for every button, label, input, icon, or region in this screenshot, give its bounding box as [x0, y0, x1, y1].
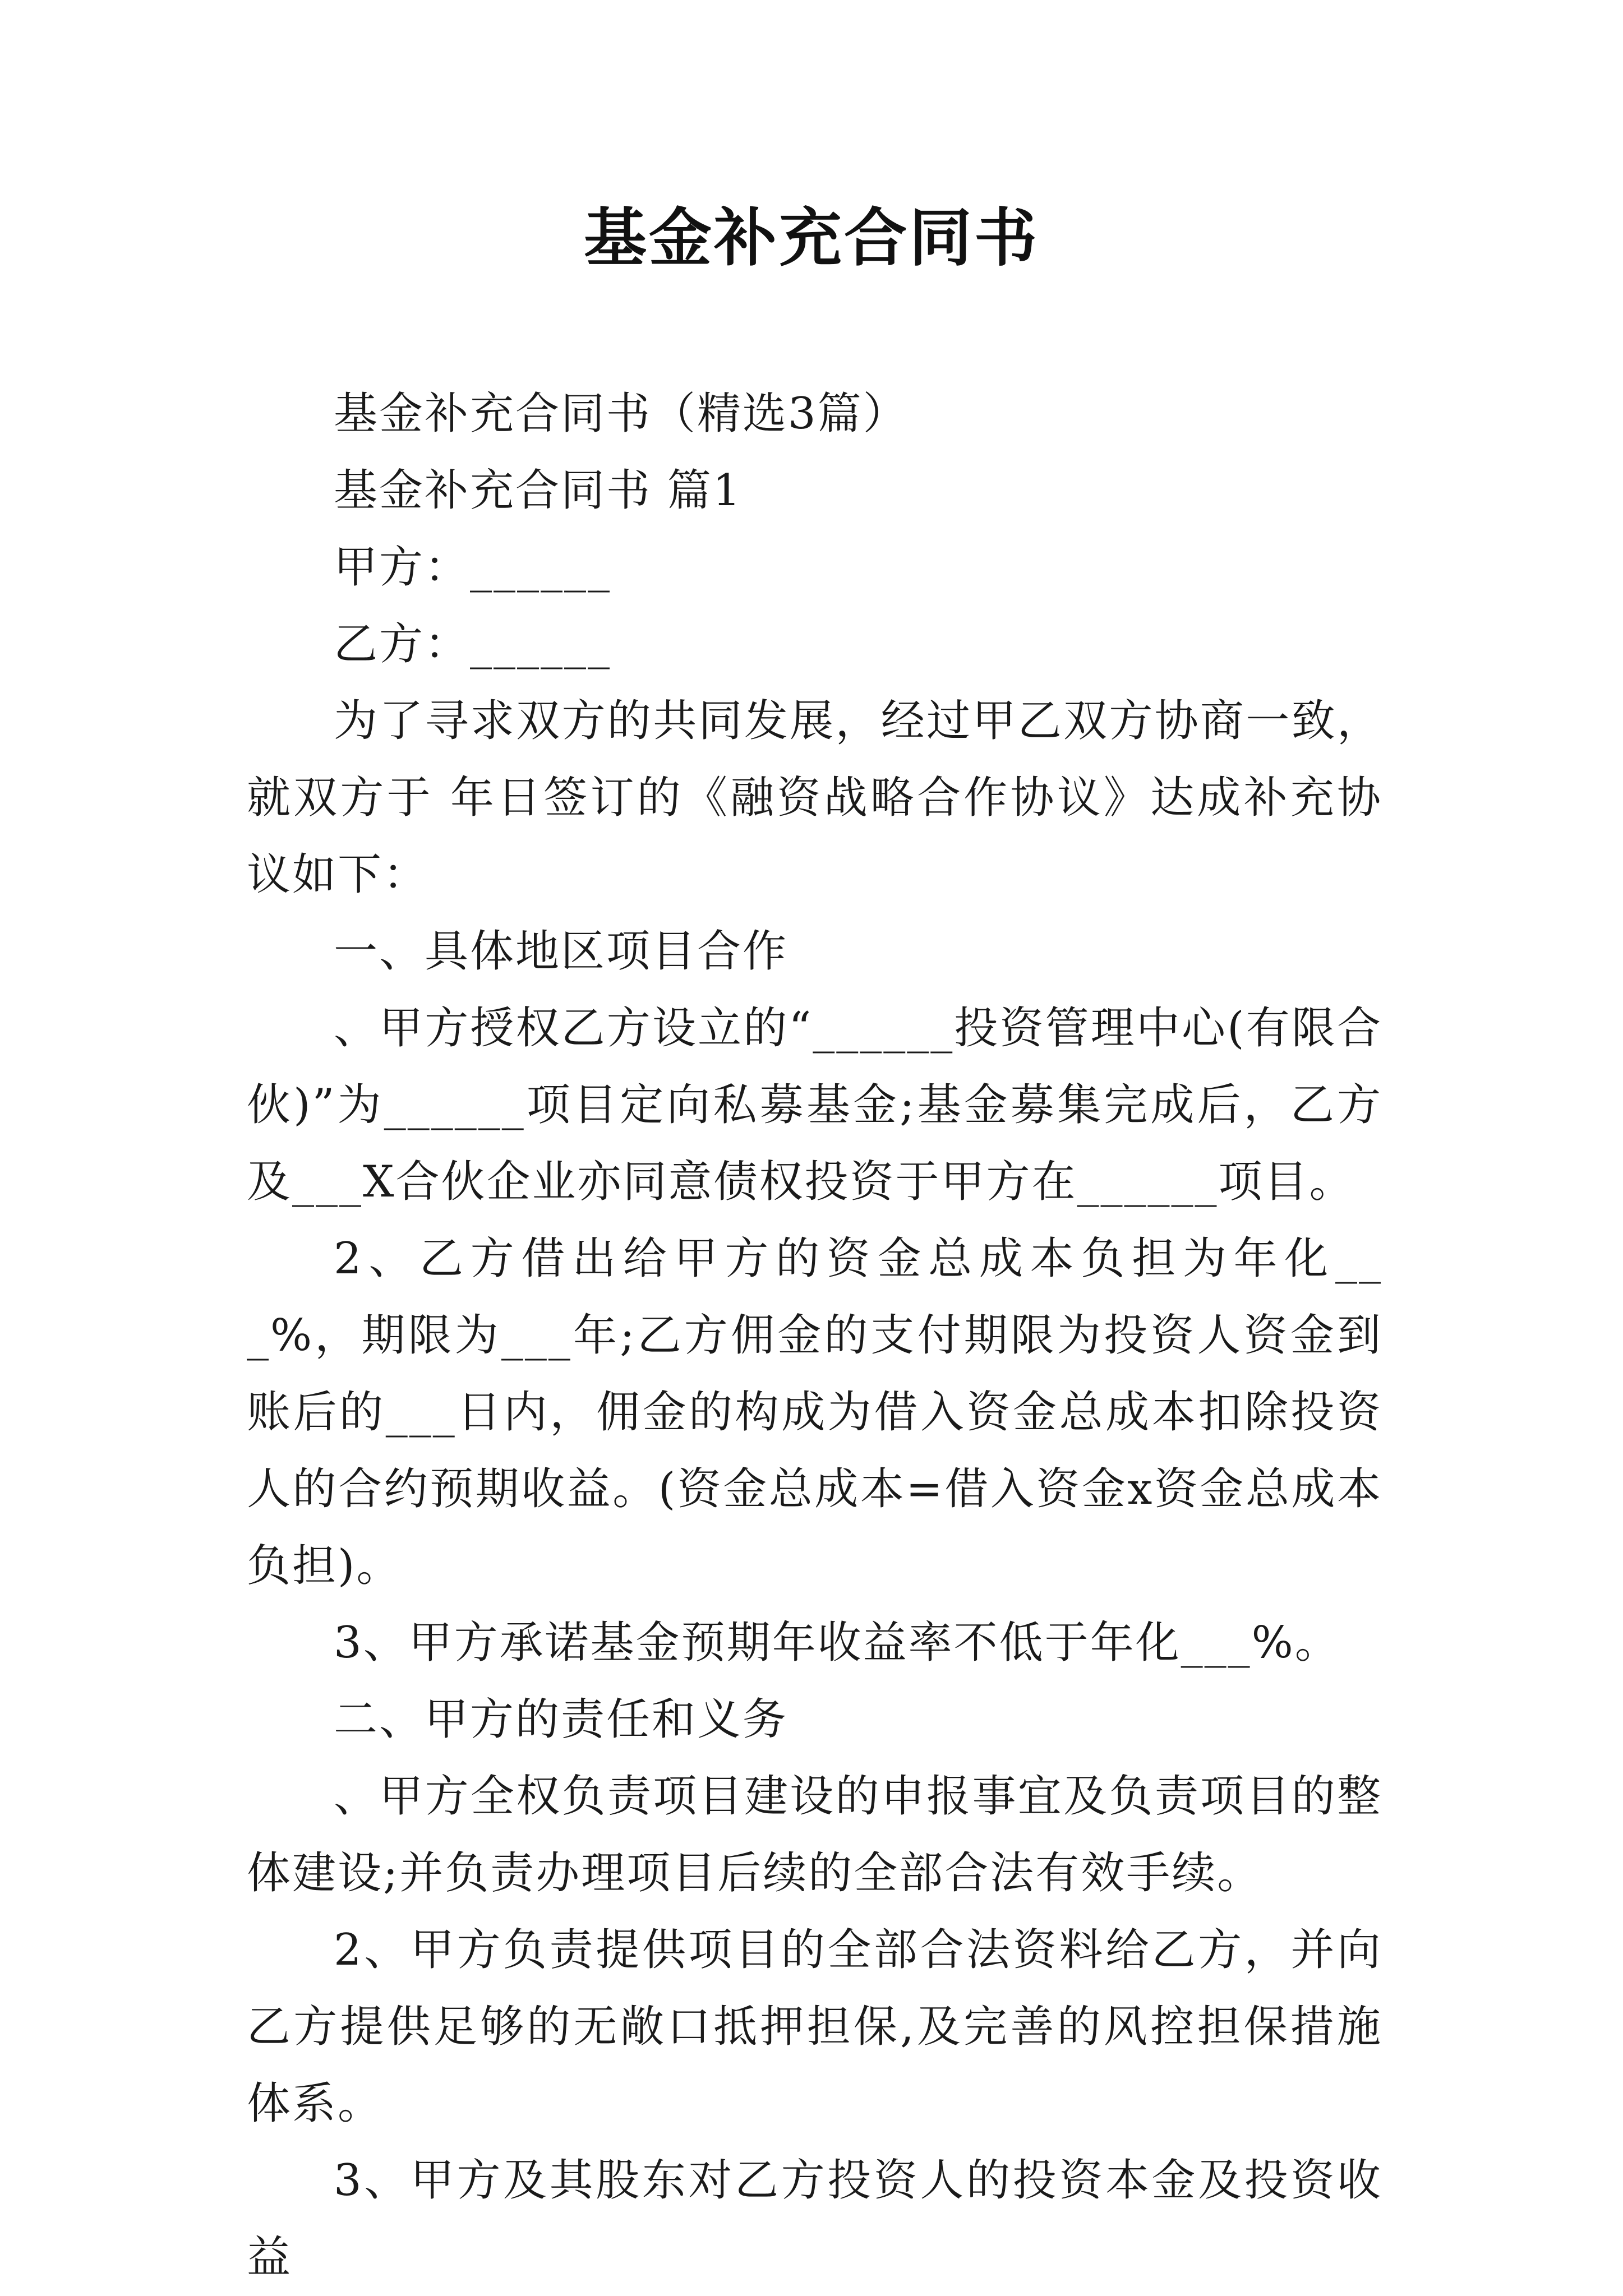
paragraph-clause-2-3: 3、甲方及其股东对乙方投资人的投资本金及投资收益 — [247, 2155, 1382, 2283]
paragraph-clause-1-1: 、甲方授权乙方设立的“______投资管理中心(有限合伙)”为______项目定向私募基金;基金募集完成后，乙方及___X合伙企业亦同意债权投资于甲方在______项目。 — [247, 1003, 1382, 1207]
paragraph-clause-2-2: 2、甲方负责提供项目的全部合法资料给乙方，并向乙方提供足够的无敞口抵押担保,及完善的风控担保措施体系。 — [247, 1925, 1382, 2129]
paragraph-subtitle: 基金补充合同书（精选3篇） — [334, 389, 909, 439]
paragraph-clause-2-1: 、甲方全权负责项目建设的申报事宜及负责项目的整体建设;并负责办理项目后续的全部合法有效手续。 — [247, 1771, 1382, 1898]
document-body — [247, 376, 1382, 2296]
paragraph-party-b: 乙方：______ — [334, 619, 612, 669]
paragraph-section-heading: 基金补充合同书 篇1 — [334, 465, 743, 516]
paragraph-heading-2: 二、甲方的责任和义务 — [334, 1694, 789, 1745]
paragraph-heading-1: 一、具体地区项目合作 — [334, 926, 789, 977]
paragraph-clause-1-3: 3、甲方承诺基金预期年收益率不低于年化___%。 — [334, 1618, 1340, 1668]
paragraph-clause-1-2: 2、乙方借出给甲方的资金总成本负担为年化___%，期限为___年;乙方佣金的支付期限为投资人资金到账后的___日内，佣金的构成为借入资金总成本扣除投资人的合约预期收益。(资金总成本=借入资金x资金总成本负担)。 — [247, 1234, 1382, 1591]
paragraph-preamble: 为了寻求双方的共同发展，经过甲乙双方协商一致，就双方于 年日签订的《融资战略合作协议》达成补充协议如下： — [247, 696, 1382, 900]
document-title: 基金补充合同书 — [584, 201, 1039, 275]
paragraph-party-a: 甲方：______ — [334, 542, 612, 593]
